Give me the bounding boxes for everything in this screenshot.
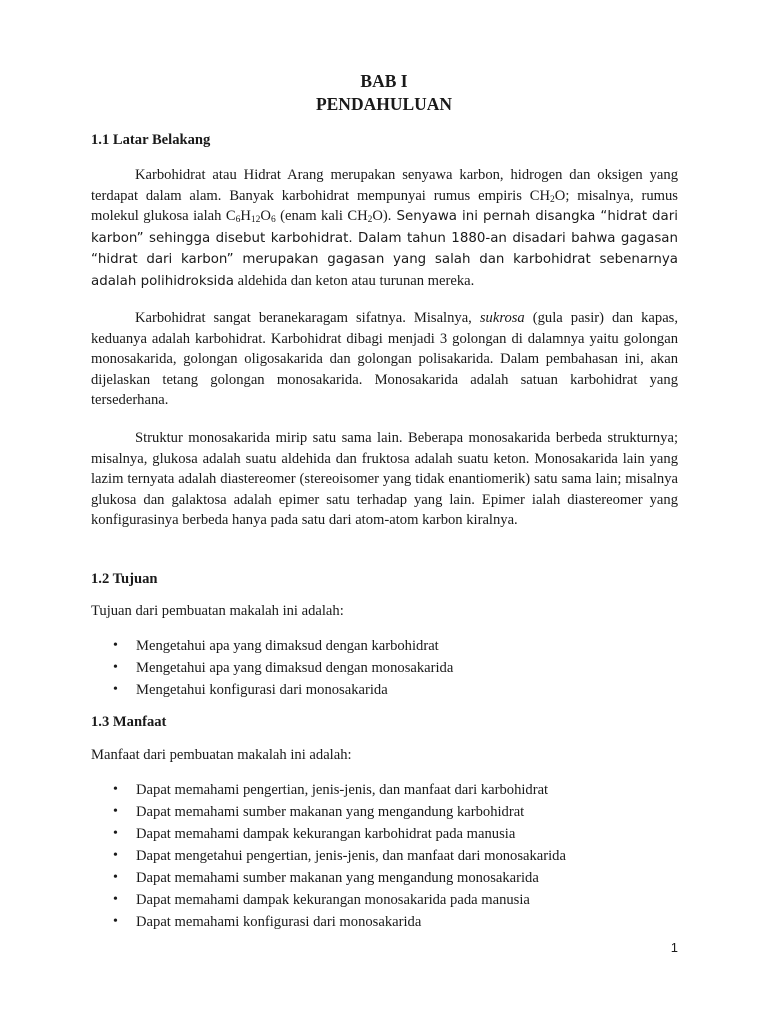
section-heading-latar-belakang: 1.1 Latar Belakang: [91, 132, 211, 148]
bullet-icon: •: [113, 782, 118, 797]
bullet-icon: •: [113, 638, 118, 653]
bullet-icon: •: [113, 660, 118, 675]
list-item: • Dapat memahami sumber makanan yang mengandung monosakarida: [91, 867, 566, 889]
chapter-number: BAB I: [360, 71, 408, 91]
section-heading-manfaat: 1.3 Manfaat: [91, 714, 167, 730]
bullet-icon: •: [113, 826, 118, 841]
chapter-name: PENDAHULUAN: [315, 94, 453, 114]
bullet-icon: •: [113, 914, 118, 929]
list-item: • Dapat memahami dampak kekurangan monosakarida pada manusia: [91, 889, 566, 911]
list-item: • Mengetahui apa yang dimaksud dengan karbohidrat: [91, 635, 453, 657]
tujuan-intro: Tujuan dari pembuatan makalah ini adalah:: [91, 603, 344, 619]
bullet-icon: •: [113, 870, 118, 885]
list-item: • Dapat memahami pengertian, jenis-jenis, dan manfaat dari karbohidrat: [91, 779, 566, 801]
list-item: • Dapat memahami konfigurasi dari monosakarida: [91, 911, 566, 933]
list-item: • Mengetahui apa yang dimaksud dengan monosakarida: [91, 657, 453, 679]
chapter-title: [0, 70, 768, 116]
paragraph-monosakarida-structure: Struktur monosakarida mirip satu sama lain. Beberapa monosakarida berbeda strukturnya; misalnya, glukosa adalah suatu aldehida dan fruktosa adalah suatu keton. Monosakarida lain yang lazim ternyata adalah diastereomer (stereoisomer yang tidak enantiomerik) satu sama lain; misalnya glukosa dan galaktosa adalah epimer satu terhadap yang lain. Epimer ialah diastereomer yang konfigurasinya berbeda hanya pada satu dari atom-atom karbon kiralnya.: [91, 430, 678, 528]
bullet-icon: •: [113, 804, 118, 819]
list-item: • Mengetahui konfigurasi dari monosakarida: [91, 679, 453, 701]
list-item: • Dapat memahami dampak kekurangan karbohidrat pada manusia: [91, 823, 566, 845]
list-item: • Dapat memahami sumber makanan yang mengandung karbohidrat: [91, 801, 566, 823]
paragraph-karbohidrat-variety: Karbohidrat sangat beranekaragam sifatnya. Misalnya, sukrosa (gula pasir) dan kapas, keduanya adalah karbohidrat. Karbohidrat dibagi menjadi 3 golongan di dalamnya yaitu golongan monosakarida, golongan oligosakarida dan golongan polisakarida. Dalam pembahasan ini, akan dijelaskan tetang golongan monosakarida. Monosakarida adalah satuan karbohidrat yang tersederhana.: [91, 310, 678, 408]
section-heading-tujuan: 1.2 Tujuan: [91, 571, 158, 587]
bullet-icon: •: [113, 682, 118, 697]
manfaat-list: [91, 779, 566, 933]
paragraph-karbohidrat-definition: Karbohidrat atau Hidrat Arang merupakan senyawa karbon, hidrogen dan oksigen yang terdapat dalam alam. Banyak karbohidrat mempunyai rumus empiris $CH_2O$; misalnya, rumus molekul glukosa ialah $C_6H_{12}O_6$ (enam kali $CH_2O$). Senyawa ini pernah disangka “hidrat dari karbon” sehingga disebut karbohidrat. Dalam tahun 1880-an disadari bahwa gagasan “hidrat dari karbon” merupakan gagasan yang salah dan karbohidrat sebenarnya adalah polihidroksida aldehida dan keton atau turunan mereka.: [91, 167, 678, 289]
bullet-icon: •: [113, 892, 118, 907]
tujuan-list: [91, 635, 453, 701]
page-number: 1: [670, 940, 678, 955]
manfaat-intro: Manfaat dari pembuatan makalah ini adalah:: [91, 747, 352, 763]
list-item: • Dapat mengetahui pengertian, jenis-jenis, dan manfaat dari monosakarida: [91, 845, 566, 867]
bullet-icon: •: [113, 848, 118, 863]
